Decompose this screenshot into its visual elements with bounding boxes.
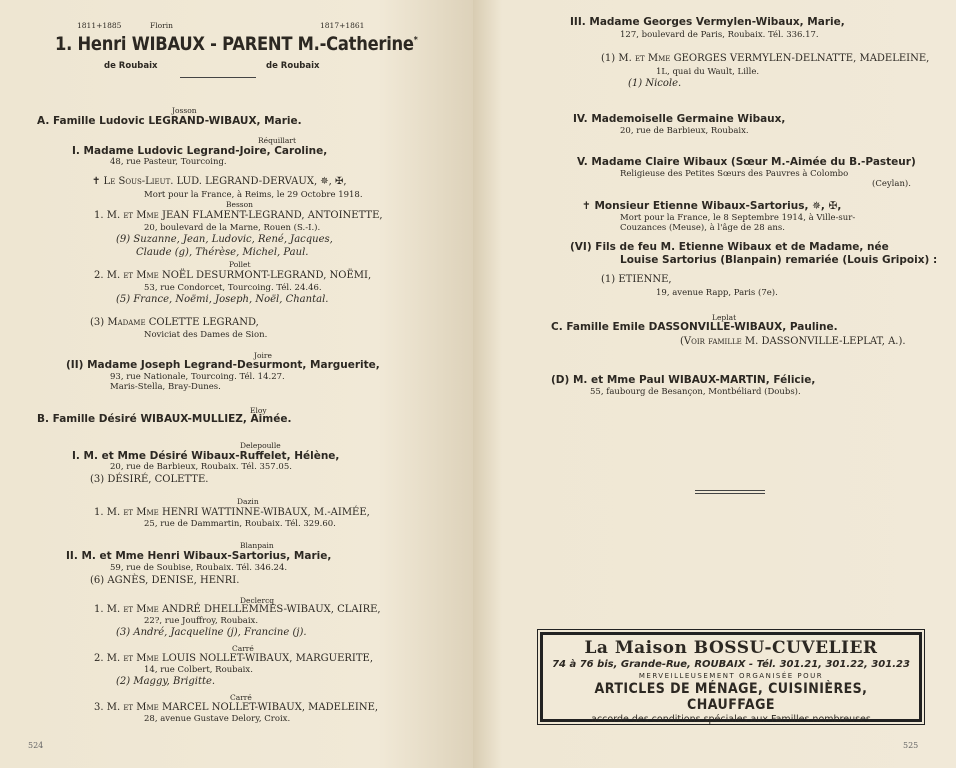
r-line-5: IV. Mademoiselle Germaine Wibaux, (573, 113, 786, 125)
title-number: 1. (55, 33, 73, 55)
r-line-0: III. Madame Georges Vermylen-Wibaux, Marie, (570, 16, 845, 28)
origin-left: de Roubaix (104, 61, 158, 71)
r-line-21: 55, faubourg de Besançon, Montbéliard (Doubs). (590, 387, 801, 397)
line-19: (II) Madame Joseph Legrand-Desurmont, Marguerite, (66, 359, 380, 371)
line-44: 3. M. et Mme MARCEL NOLLET-WIBAUX, MADELEINE, (94, 702, 379, 713)
section-divider-2 (695, 493, 765, 494)
line-4: 48, rue Pasteur, Tourcoing. (110, 157, 227, 167)
line-29: 1. M. et Mme HENRI WATTINNE-WIBAUX, M.-AIMÉE, (94, 507, 370, 518)
line-39: Carré (232, 644, 254, 653)
r-line-10: ✝ Monsieur Etienne Wibaux-Sartorius, ✵, ✠, (582, 200, 842, 212)
line-22: Eloy (250, 406, 267, 415)
name-florin: Florin (150, 21, 173, 30)
line-15: (5) France, Noëmi, Joseph, Noël, Chantal. (116, 294, 329, 305)
r-line-3: 1L, quai du Wault, Lille. (656, 67, 760, 77)
line-45: 28, avenue Gustave Delory, Croix. (144, 714, 291, 724)
line-9: 20, boulevard de la Marne, Rouen (S.-I.). (144, 223, 321, 233)
line-23: B. Famille Désiré WIBAUX-MULLIEZ, Aimée. (37, 413, 292, 425)
line-41: 14, rue Colbert, Roubaix. (144, 665, 253, 675)
line-40: 2. M. et Mme LOUIS NOLLET-WIBAUX, MARGUERITE, (94, 653, 373, 664)
line-34: (6) AGNÈS, DENISE, HENRI. (90, 575, 240, 586)
line-42: (2) Maggy, Brigitte. (116, 676, 216, 687)
line-1: A. Famille Ludovic LEGRAND-WIBAUX, Marie. (37, 115, 302, 127)
line-32: II. M. et Mme Henri Wibaux-Sartorius, Marie, (66, 550, 332, 562)
line-2: Réquillart (258, 136, 296, 145)
r-line-4: (1) Nicole. (628, 78, 682, 89)
r-line-8: Religieuse des Petites Sœurs des Pauvres à Colombo (620, 169, 849, 179)
r-line-20: (D) M. et Mme Paul WIBAUX-MARTIN, Félicie, (551, 374, 816, 386)
line-27: (3) DÉSIRÉ, COLETTE. (90, 474, 209, 485)
page-number-right: 525 (903, 741, 919, 750)
ad-terms: accorde des conditions spéciales aux Familles nombreuses (591, 714, 871, 725)
line-6: Mort pour la France, à Reims, le 29 Octobre 1918. (144, 190, 363, 200)
line-37: 22?, rue Jouffroy, Roubaix. (144, 616, 259, 626)
r-line-17: Leplat (712, 313, 737, 322)
line-28: Dazin (237, 497, 259, 506)
line-12: Pollet (229, 260, 251, 269)
r-line-15: (1) ETIENNE, (601, 274, 672, 285)
r-line-9: (Ceylan). (872, 179, 911, 189)
ad-tagline: MERVEILLEUSEMENT ORGANISÉE POUR (638, 672, 824, 680)
birth-death-dates-left: 1811+1885 (77, 21, 122, 30)
title-rule (180, 77, 256, 78)
line-8: 1. M. et Mme JEAN FLAMENT-LEGRAND, ANTOINETTE, (94, 210, 383, 221)
line-26: 20, rue de Barbieux, Roubaix. Tél. 357.05. (110, 462, 292, 472)
line-18: Joire (254, 351, 272, 360)
r-line-11: Mort pour la France, le 8 Septembre 1914, à Ville-sur- (620, 213, 856, 223)
line-43: Carré (230, 693, 252, 702)
ad-products: ARTICLES DE MÉNAGE, CUISINIÈRES, CHAUFFAGE (594, 681, 868, 713)
r-line-12: Couzances (Meuse), à l'âge de 28 ans. (620, 223, 785, 233)
r-line-13: (VI) Fils de feu M. Etienne Wibaux et de Madame, née (570, 241, 889, 253)
line-10: (9) Suzanne, Jean, Ludovic, René, Jacques, (116, 234, 333, 245)
r-line-14: Louise Sartorius (Blanpain) remariée (Louis Gripoix) : (620, 254, 938, 266)
line-36: 1. M. et Mme ANDRÉ DHELLEMMES-WIBAUX, CLAIRE, (94, 604, 381, 615)
r-line-16: 19, avenue Rapp, Paris (7e). (656, 288, 778, 298)
page-title (55, 33, 418, 55)
line-13: 2. M. et Mme NOËL DESURMONT-LEGRAND, NOËMI, (94, 270, 372, 281)
ad-company-name: La Maison BOSSU-CUVELIER (584, 638, 878, 658)
r-line-1: 127, boulevard de Paris, Roubaix. Tél. 336.17. (620, 30, 819, 40)
line-33: 59, rue de Soubise, Roubaix. Tél. 346.24. (110, 563, 288, 573)
r-line-19: (Voir famille M. DASSONVILLE-LEPLAT, A.). (680, 336, 906, 347)
line-0: Josson (172, 106, 197, 115)
line-31: Blanpain (240, 541, 274, 550)
section-divider (695, 490, 765, 491)
line-35: Declercq (240, 596, 275, 605)
r-line-2: (1) M. et Mme GEORGES VERMYLEN-DELNATTE, MADELEINE, (601, 53, 930, 64)
line-14: 53, rue Condorcet, Tourcoing. Tél. 24.46. (144, 283, 322, 293)
line-25: I. M. et Mme Désiré Wibaux-Ruffelet, Hélène, (72, 450, 340, 462)
line-30: 25, rue de Dammartin, Roubaix. Tél. 329.60. (144, 519, 336, 529)
title-text: Henri WIBAUX - PARENT M.-Catherine (77, 33, 414, 55)
line-3: I. Madame Ludovic Legrand-Joire, Caroline, (72, 145, 328, 157)
left-page (0, 0, 473, 768)
line-11: Claude (g), Thérèse, Michel, Paul. (136, 247, 309, 258)
r-line-6: 20, rue de Barbieux, Roubaix. (620, 126, 749, 136)
line-7: Besson (226, 200, 253, 209)
line-17: Noviciat des Dames de Sion. (144, 330, 268, 340)
line-20: 93, rue Nationale, Tourcoing. Tél. 14.27. (110, 372, 285, 382)
origin-right: de Roubaix (266, 61, 320, 71)
line-5: ✝ Le Sous-Lieut. LUD. LEGRAND-DERVAUX, ✵, ✠, (92, 176, 347, 187)
r-line-7: V. Madame Claire Wibaux (Sœur M.-Aimée du B.-Pasteur) (577, 156, 916, 168)
r-line-18: C. Famille Emile DASSONVILLE-WIBAUX, Pauline. (551, 321, 838, 333)
line-38: (3) André, Jacqueline (j), Francine (j). (116, 627, 307, 638)
line-24: Delepoulle (240, 441, 281, 450)
line-16: (3) Madame COLETTE LEGRAND, (90, 317, 259, 328)
page-number-left: 524 (28, 741, 44, 750)
birth-death-dates-right: 1817+1861 (320, 21, 365, 30)
title-star: * (413, 35, 418, 46)
line-21: Maris-Stella, Bray-Dunes. (110, 382, 221, 392)
advertisement-box (540, 632, 922, 725)
ad-address: 74 à 76 bis, Grande-Rue, ROUBAIX - Tél. 301.21, 301.22, 301.23 (552, 659, 910, 670)
